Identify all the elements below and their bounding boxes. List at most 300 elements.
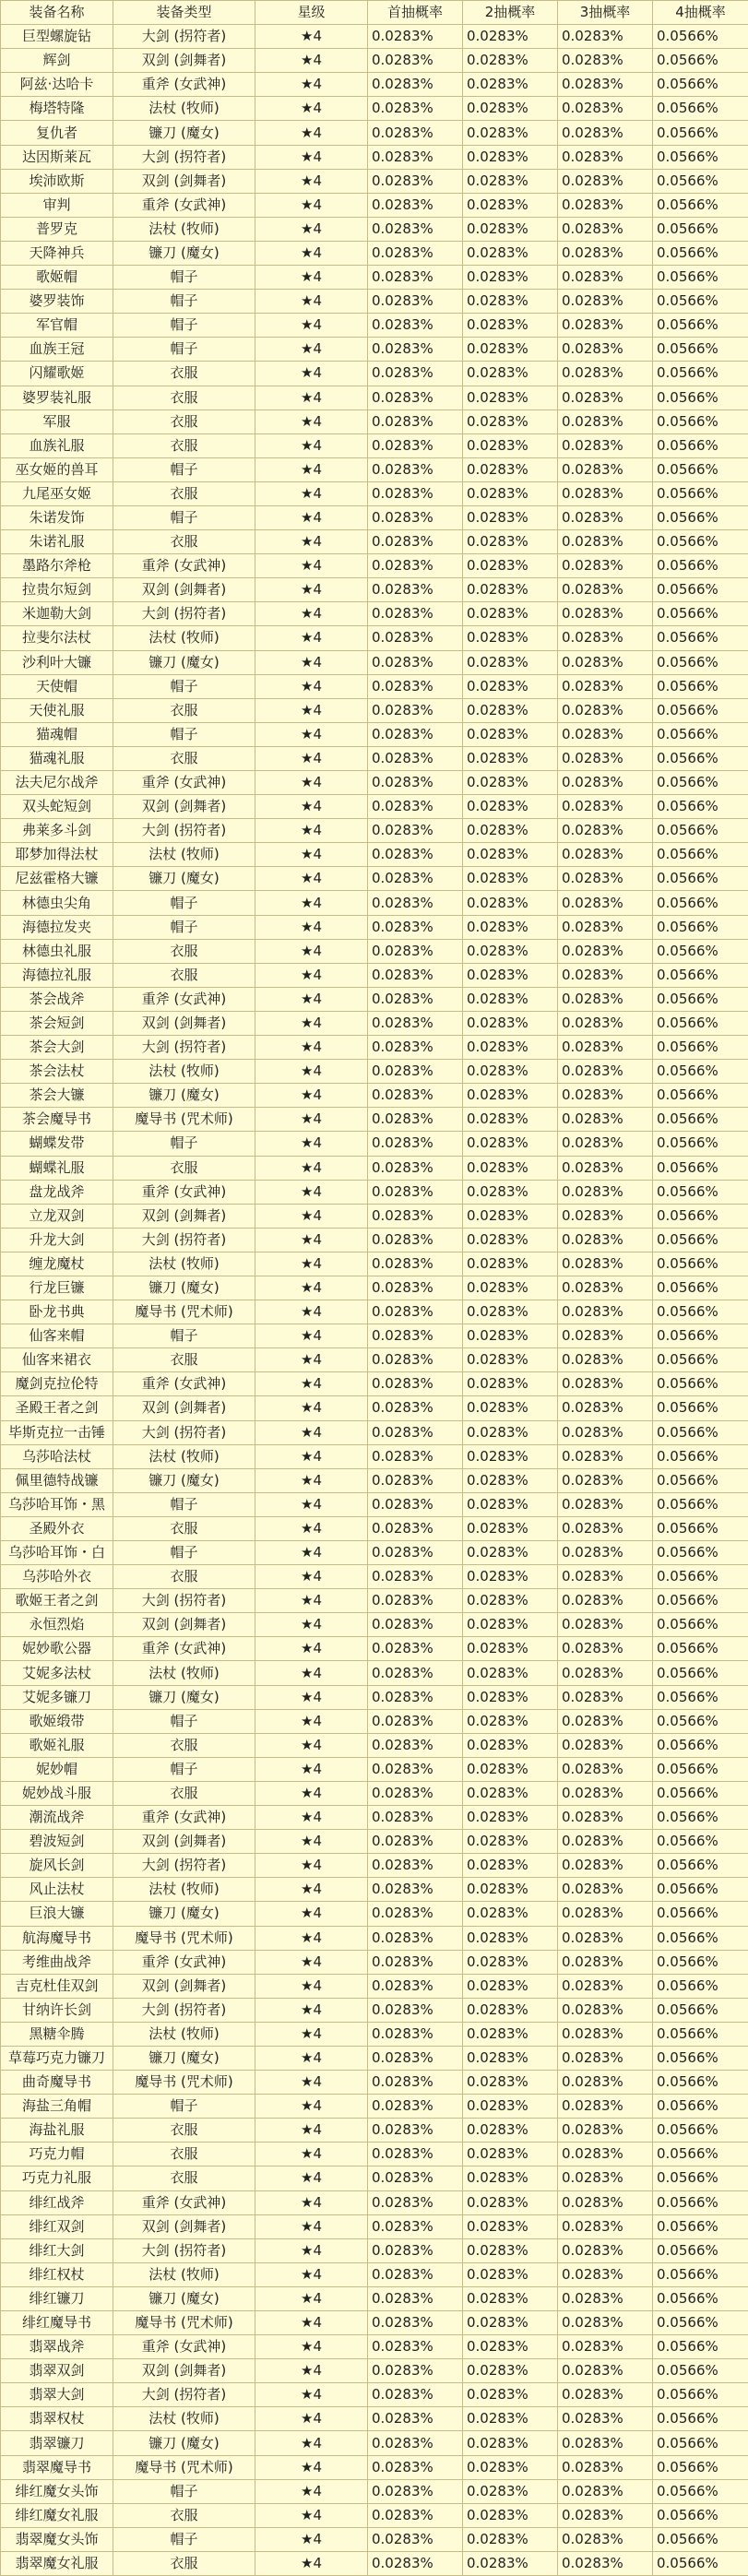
fourth-draw-rate-cell: 0.0566% xyxy=(653,2527,748,2551)
equipment-type-cell: 大剑 (拐符者) xyxy=(113,1420,255,1444)
third-draw-rate-cell: 0.0283% xyxy=(558,2455,653,2479)
third-draw-rate-cell: 0.0283% xyxy=(558,795,653,819)
star-level-cell: ★4 xyxy=(255,193,368,217)
equipment-type-cell: 双剑 (剑舞者) xyxy=(113,1204,255,1228)
second-draw-rate-cell: 0.0283% xyxy=(463,1228,558,1252)
fourth-draw-rate-cell: 0.0566% xyxy=(653,1878,748,1902)
table-row xyxy=(1,1516,748,1540)
second-draw-rate-cell: 0.0283% xyxy=(463,433,558,457)
equipment-type-cell: 重斧 (女武神) xyxy=(113,1180,255,1204)
star-level-cell: ★4 xyxy=(255,1902,368,1926)
star-level-cell: ★4 xyxy=(255,2166,368,2190)
equipment-type-cell: 衣服 xyxy=(113,1781,255,1805)
second-draw-rate-cell: 0.0283% xyxy=(463,819,558,843)
equipment-type-cell: 双剑 (剑舞者) xyxy=(113,1396,255,1420)
star-level-cell: ★4 xyxy=(255,1228,368,1252)
first-draw-rate-cell: 0.0283% xyxy=(368,1108,463,1132)
table-row xyxy=(1,1902,748,1926)
first-draw-rate-cell: 0.0283% xyxy=(368,722,463,746)
equipment-name-cell: 妮妙帽 xyxy=(1,1757,113,1781)
third-draw-rate-cell: 0.0283% xyxy=(558,1878,653,1902)
third-draw-rate-cell: 0.0283% xyxy=(558,2503,653,2527)
third-draw-rate-cell: 0.0283% xyxy=(558,1036,653,1060)
fourth-draw-rate-cell: 0.0566% xyxy=(653,698,748,722)
equipment-name-cell: 巧克力帽 xyxy=(1,2143,113,2166)
fourth-draw-rate-cell: 0.0566% xyxy=(653,2119,748,2143)
first-draw-rate-cell: 0.0283% xyxy=(368,1228,463,1252)
third-draw-rate-cell: 0.0283% xyxy=(558,1228,653,1252)
table-row xyxy=(1,1276,748,1300)
first-draw-rate-cell: 0.0283% xyxy=(368,746,463,770)
third-draw-rate-cell: 0.0283% xyxy=(558,2527,653,2551)
third-draw-rate-cell: 0.0283% xyxy=(558,410,653,433)
third-draw-rate-cell: 0.0283% xyxy=(558,1132,653,1156)
fourth-draw-rate-cell: 0.0566% xyxy=(653,1108,748,1132)
equipment-type-cell: 法杖 (牧师) xyxy=(113,2407,255,2431)
equipment-name-cell: 猫魂帽 xyxy=(1,722,113,746)
star-level-cell: ★4 xyxy=(255,650,368,674)
star-level-cell: ★4 xyxy=(255,1396,368,1420)
equipment-name-cell: 茶会魔导书 xyxy=(1,1108,113,1132)
third-draw-rate-cell: 0.0283% xyxy=(558,1156,653,1180)
table-row xyxy=(1,73,748,97)
equipment-type-cell: 大剑 (拐符者) xyxy=(113,2238,255,2262)
first-draw-rate-cell: 0.0283% xyxy=(368,1589,463,1613)
third-draw-rate-cell: 0.0283% xyxy=(558,1830,653,1854)
star-level-cell: ★4 xyxy=(255,169,368,193)
second-draw-rate-cell: 0.0283% xyxy=(463,2479,558,2503)
first-draw-rate-cell: 0.0283% xyxy=(368,987,463,1011)
second-draw-rate-cell: 0.0283% xyxy=(463,1444,558,1468)
table-row xyxy=(1,2551,748,2575)
second-draw-rate-cell: 0.0283% xyxy=(463,2143,558,2166)
star-level-cell: ★4 xyxy=(255,505,368,529)
first-draw-rate-cell: 0.0283% xyxy=(368,1733,463,1757)
table-row xyxy=(1,771,748,795)
fourth-draw-rate-cell: 0.0566% xyxy=(653,2407,748,2431)
second-draw-rate-cell: 0.0283% xyxy=(463,2527,558,2551)
second-draw-rate-cell: 0.0283% xyxy=(463,650,558,674)
equipment-name-cell: 歌姬王者之剑 xyxy=(1,1589,113,1613)
star-level-cell: ★4 xyxy=(255,2479,368,2503)
fourth-draw-rate-cell: 0.0566% xyxy=(653,1492,748,1516)
equipment-name-cell: 血族王冠 xyxy=(1,338,113,362)
second-draw-rate-cell: 0.0283% xyxy=(463,1974,558,1998)
second-draw-rate-cell: 0.0283% xyxy=(463,1420,558,1444)
fourth-draw-rate-cell: 0.0566% xyxy=(653,2262,748,2286)
equipment-type-cell: 魔导书 (咒术师) xyxy=(113,2311,255,2335)
equipment-type-cell: 帽子 xyxy=(113,457,255,481)
equipment-type-cell: 镰刀 (魔女) xyxy=(113,1276,255,1300)
equipment-name-cell: 朱诺礼服 xyxy=(1,530,113,554)
equipment-type-cell: 衣服 xyxy=(113,1348,255,1372)
first-draw-rate-cell: 0.0283% xyxy=(368,1492,463,1516)
second-draw-rate-cell: 0.0283% xyxy=(463,386,558,410)
equipment-type-cell: 大剑 (拐符者) xyxy=(113,1998,255,2022)
header-equipment-type: 装备类型 xyxy=(113,1,255,25)
equipment-type-cell: 魔导书 (咒术师) xyxy=(113,2455,255,2479)
equipment-type-cell: 衣服 xyxy=(113,963,255,987)
star-level-cell: ★4 xyxy=(255,217,368,241)
fourth-draw-rate-cell: 0.0566% xyxy=(653,1806,748,1830)
first-draw-rate-cell: 0.0283% xyxy=(368,1252,463,1276)
equipment-name-cell: 双头蛇短剑 xyxy=(1,795,113,819)
equipment-name-cell: 妮妙战斗服 xyxy=(1,1781,113,1805)
first-draw-rate-cell: 0.0283% xyxy=(368,362,463,386)
third-draw-rate-cell: 0.0283% xyxy=(558,505,653,529)
table-row xyxy=(1,915,748,939)
fourth-draw-rate-cell: 0.0566% xyxy=(653,987,748,1011)
first-draw-rate-cell: 0.0283% xyxy=(368,338,463,362)
first-draw-rate-cell: 0.0283% xyxy=(368,891,463,915)
table-row xyxy=(1,2335,748,2359)
table-row xyxy=(1,2022,748,2046)
equipment-type-cell: 帽子 xyxy=(113,1757,255,1781)
third-draw-rate-cell: 0.0283% xyxy=(558,2551,653,2575)
equipment-name-cell: 蝴蝶发带 xyxy=(1,1132,113,1156)
equipment-name-cell: 考维曲战斧 xyxy=(1,1950,113,1974)
table-row xyxy=(1,578,748,602)
third-draw-rate-cell: 0.0283% xyxy=(558,1468,653,1492)
first-draw-rate-cell: 0.0283% xyxy=(368,2527,463,2551)
equipment-name-cell: 潮流战斧 xyxy=(1,1806,113,1830)
equipment-type-cell: 魔导书 (咒术师) xyxy=(113,1108,255,1132)
equipment-name-cell: 翡翠大剑 xyxy=(1,2383,113,2407)
third-draw-rate-cell: 0.0283% xyxy=(558,481,653,505)
second-draw-rate-cell: 0.0283% xyxy=(463,1926,558,1950)
first-draw-rate-cell: 0.0283% xyxy=(368,674,463,698)
equipment-name-cell: 辉剑 xyxy=(1,49,113,73)
second-draw-rate-cell: 0.0283% xyxy=(463,410,558,433)
equipment-type-cell: 镰刀 (魔女) xyxy=(113,2286,255,2310)
first-draw-rate-cell: 0.0283% xyxy=(368,2046,463,2070)
fourth-draw-rate-cell: 0.0566% xyxy=(653,25,748,49)
fourth-draw-rate-cell: 0.0566% xyxy=(653,193,748,217)
table-row xyxy=(1,2503,748,2527)
equipment-name-cell: 盘龙战斧 xyxy=(1,1180,113,1204)
third-draw-rate-cell: 0.0283% xyxy=(558,1396,653,1420)
second-draw-rate-cell: 0.0283% xyxy=(463,987,558,1011)
table-row xyxy=(1,1637,748,1661)
table-row xyxy=(1,1036,748,1060)
star-level-cell: ★4 xyxy=(255,1974,368,1998)
third-draw-rate-cell: 0.0283% xyxy=(558,2022,653,2046)
equipment-name-cell: 闪耀歌姬 xyxy=(1,362,113,386)
star-level-cell: ★4 xyxy=(255,2119,368,2143)
fourth-draw-rate-cell: 0.0566% xyxy=(653,338,748,362)
table-row xyxy=(1,2119,748,2143)
star-level-cell: ★4 xyxy=(255,25,368,49)
third-draw-rate-cell: 0.0283% xyxy=(558,314,653,338)
first-draw-rate-cell: 0.0283% xyxy=(368,2143,463,2166)
first-draw-rate-cell: 0.0283% xyxy=(368,505,463,529)
header-equipment-name: 装备名称 xyxy=(1,1,113,25)
third-draw-rate-cell: 0.0283% xyxy=(558,362,653,386)
first-draw-rate-cell: 0.0283% xyxy=(368,2238,463,2262)
table-row xyxy=(1,1396,748,1420)
second-draw-rate-cell: 0.0283% xyxy=(463,169,558,193)
table-row xyxy=(1,1228,748,1252)
fourth-draw-rate-cell: 0.0566% xyxy=(653,2046,748,2070)
table-header xyxy=(1,1,748,25)
second-draw-rate-cell: 0.0283% xyxy=(463,2431,558,2455)
star-level-cell: ★4 xyxy=(255,2095,368,2119)
star-level-cell: ★4 xyxy=(255,290,368,314)
second-draw-rate-cell: 0.0283% xyxy=(463,2262,558,2286)
equipment-type-cell: 大剑 (拐符者) xyxy=(113,1036,255,1060)
third-draw-rate-cell: 0.0283% xyxy=(558,674,653,698)
fourth-draw-rate-cell: 0.0566% xyxy=(653,626,748,650)
second-draw-rate-cell: 0.0283% xyxy=(463,2335,558,2359)
table-row xyxy=(1,2262,748,2286)
table-row xyxy=(1,843,748,867)
equipment-name-cell: 军官帽 xyxy=(1,314,113,338)
second-draw-rate-cell: 0.0283% xyxy=(463,1541,558,1565)
equipment-type-cell: 重斧 (女武神) xyxy=(113,987,255,1011)
equipment-name-cell: 绯红权杖 xyxy=(1,2262,113,2286)
equipment-name-cell: 血族礼服 xyxy=(1,433,113,457)
fourth-draw-rate-cell: 0.0566% xyxy=(653,1444,748,1468)
star-level-cell: ★4 xyxy=(255,1372,368,1396)
fourth-draw-rate-cell: 0.0566% xyxy=(653,1396,748,1420)
table-row xyxy=(1,1300,748,1324)
star-level-cell: ★4 xyxy=(255,1276,368,1300)
table-row xyxy=(1,1252,748,1276)
equipment-name-cell: 卧龙书典 xyxy=(1,1300,113,1324)
third-draw-rate-cell: 0.0283% xyxy=(558,530,653,554)
third-draw-rate-cell: 0.0283% xyxy=(558,2143,653,2166)
fourth-draw-rate-cell: 0.0566% xyxy=(653,1613,748,1637)
fourth-draw-rate-cell: 0.0566% xyxy=(653,2431,748,2455)
equipment-name-cell: 天使帽 xyxy=(1,674,113,698)
table-row xyxy=(1,939,748,963)
first-draw-rate-cell: 0.0283% xyxy=(368,1180,463,1204)
third-draw-rate-cell: 0.0283% xyxy=(558,1492,653,1516)
third-draw-rate-cell: 0.0283% xyxy=(558,867,653,891)
fourth-draw-rate-cell: 0.0566% xyxy=(653,1300,748,1324)
table-row xyxy=(1,241,748,265)
table-row xyxy=(1,2046,748,2070)
fourth-draw-rate-cell: 0.0566% xyxy=(653,915,748,939)
table-row xyxy=(1,2190,748,2214)
equipment-name-cell: 旋风长剑 xyxy=(1,1854,113,1878)
equipment-type-cell: 衣服 xyxy=(113,481,255,505)
star-level-cell: ★4 xyxy=(255,2527,368,2551)
second-draw-rate-cell: 0.0283% xyxy=(463,314,558,338)
third-draw-rate-cell: 0.0283% xyxy=(558,1613,653,1637)
star-level-cell: ★4 xyxy=(255,1613,368,1637)
third-draw-rate-cell: 0.0283% xyxy=(558,1108,653,1132)
second-draw-rate-cell: 0.0283% xyxy=(463,795,558,819)
third-draw-rate-cell: 0.0283% xyxy=(558,73,653,97)
first-draw-rate-cell: 0.0283% xyxy=(368,386,463,410)
table-row xyxy=(1,1878,748,1902)
first-draw-rate-cell: 0.0283% xyxy=(368,2095,463,2119)
fourth-draw-rate-cell: 0.0566% xyxy=(653,314,748,338)
equipment-type-cell: 镰刀 (魔女) xyxy=(113,2431,255,2455)
third-draw-rate-cell: 0.0283% xyxy=(558,1011,653,1035)
equipment-type-cell: 衣服 xyxy=(113,530,255,554)
third-draw-rate-cell: 0.0283% xyxy=(558,819,653,843)
third-draw-rate-cell: 0.0283% xyxy=(558,1709,653,1733)
third-draw-rate-cell: 0.0283% xyxy=(558,1300,653,1324)
first-draw-rate-cell: 0.0283% xyxy=(368,2431,463,2455)
fourth-draw-rate-cell: 0.0566% xyxy=(653,362,748,386)
star-level-cell: ★4 xyxy=(255,1036,368,1060)
second-draw-rate-cell: 0.0283% xyxy=(463,1733,558,1757)
equipment-type-cell: 帽子 xyxy=(113,891,255,915)
equipment-name-cell: 绯红魔导书 xyxy=(1,2311,113,2335)
fourth-draw-rate-cell: 0.0566% xyxy=(653,386,748,410)
third-draw-rate-cell: 0.0283% xyxy=(558,1324,653,1348)
star-level-cell: ★4 xyxy=(255,602,368,626)
equipment-type-cell: 帽子 xyxy=(113,722,255,746)
second-draw-rate-cell: 0.0283% xyxy=(463,1084,558,1108)
third-draw-rate-cell: 0.0283% xyxy=(558,2479,653,2503)
star-level-cell: ★4 xyxy=(255,1516,368,1540)
second-draw-rate-cell: 0.0283% xyxy=(463,1516,558,1540)
star-level-cell: ★4 xyxy=(255,314,368,338)
star-level-cell: ★4 xyxy=(255,2551,368,2575)
equipment-type-cell: 重斧 (女武神) xyxy=(113,554,255,578)
third-draw-rate-cell: 0.0283% xyxy=(558,169,653,193)
second-draw-rate-cell: 0.0283% xyxy=(463,2286,558,2310)
equipment-type-cell: 帽子 xyxy=(113,266,255,290)
third-draw-rate-cell: 0.0283% xyxy=(558,1180,653,1204)
second-draw-rate-cell: 0.0283% xyxy=(463,193,558,217)
table-row xyxy=(1,1420,748,1444)
table-row xyxy=(1,1926,748,1950)
fourth-draw-rate-cell: 0.0566% xyxy=(653,2479,748,2503)
equipment-type-cell: 大剑 (拐符者) xyxy=(113,145,255,169)
star-level-cell: ★4 xyxy=(255,2407,368,2431)
second-draw-rate-cell: 0.0283% xyxy=(463,746,558,770)
table-row xyxy=(1,698,748,722)
equipment-type-cell: 法杖 (牧师) xyxy=(113,1444,255,1468)
equipment-type-cell: 双剑 (剑舞者) xyxy=(113,2214,255,2238)
star-level-cell: ★4 xyxy=(255,2214,368,2238)
first-draw-rate-cell: 0.0283% xyxy=(368,1902,463,1926)
first-draw-rate-cell: 0.0283% xyxy=(368,73,463,97)
equipment-name-cell: 绯红镰刀 xyxy=(1,2286,113,2310)
second-draw-rate-cell: 0.0283% xyxy=(463,1854,558,1878)
fourth-draw-rate-cell: 0.0566% xyxy=(653,1661,748,1685)
first-draw-rate-cell: 0.0283% xyxy=(368,554,463,578)
second-draw-rate-cell: 0.0283% xyxy=(463,1324,558,1348)
equipment-name-cell: 碧波短剑 xyxy=(1,1830,113,1854)
star-level-cell: ★4 xyxy=(255,433,368,457)
star-level-cell: ★4 xyxy=(255,386,368,410)
equipment-name-cell: 复仇者 xyxy=(1,121,113,145)
third-draw-rate-cell: 0.0283% xyxy=(558,1685,653,1709)
star-level-cell: ★4 xyxy=(255,481,368,505)
table-row xyxy=(1,25,748,49)
star-level-cell: ★4 xyxy=(255,1709,368,1733)
equipment-name-cell: 翡翠魔导书 xyxy=(1,2455,113,2479)
table-row xyxy=(1,1541,748,1565)
equipment-type-cell: 双剑 (剑舞者) xyxy=(113,1613,255,1637)
equipment-name-cell: 航海魔导书 xyxy=(1,1926,113,1950)
second-draw-rate-cell: 0.0283% xyxy=(463,1492,558,1516)
star-level-cell: ★4 xyxy=(255,1300,368,1324)
equipment-name-cell: 婆罗装礼服 xyxy=(1,386,113,410)
fourth-draw-rate-cell: 0.0566% xyxy=(653,1830,748,1854)
equipment-name-cell: 海盐三角帽 xyxy=(1,2095,113,2119)
second-draw-rate-cell: 0.0283% xyxy=(463,2238,558,2262)
second-draw-rate-cell: 0.0283% xyxy=(463,1252,558,1276)
table-row xyxy=(1,2166,748,2190)
table-row xyxy=(1,2095,748,2119)
table-row xyxy=(1,145,748,169)
third-draw-rate-cell: 0.0283% xyxy=(558,746,653,770)
fourth-draw-rate-cell: 0.0566% xyxy=(653,2214,748,2238)
star-level-cell: ★4 xyxy=(255,266,368,290)
table-row xyxy=(1,1011,748,1035)
equipment-type-cell: 衣服 xyxy=(113,746,255,770)
equipment-type-cell: 双剑 (剑舞者) xyxy=(113,169,255,193)
third-draw-rate-cell: 0.0283% xyxy=(558,1060,653,1084)
fourth-draw-rate-cell: 0.0566% xyxy=(653,1565,748,1589)
second-draw-rate-cell: 0.0283% xyxy=(463,338,558,362)
second-draw-rate-cell: 0.0283% xyxy=(463,2190,558,2214)
fourth-draw-rate-cell: 0.0566% xyxy=(653,145,748,169)
fourth-draw-rate-cell: 0.0566% xyxy=(653,674,748,698)
third-draw-rate-cell: 0.0283% xyxy=(558,1348,653,1372)
first-draw-rate-cell: 0.0283% xyxy=(368,843,463,867)
equipment-name-cell: 风止法杖 xyxy=(1,1878,113,1902)
third-draw-rate-cell: 0.0283% xyxy=(558,843,653,867)
fourth-draw-rate-cell: 0.0566% xyxy=(653,2335,748,2359)
third-draw-rate-cell: 0.0283% xyxy=(558,217,653,241)
star-level-cell: ★4 xyxy=(255,49,368,73)
first-draw-rate-cell: 0.0283% xyxy=(368,1830,463,1854)
fourth-draw-rate-cell: 0.0566% xyxy=(653,2095,748,2119)
second-draw-rate-cell: 0.0283% xyxy=(463,1950,558,1974)
star-level-cell: ★4 xyxy=(255,939,368,963)
star-level-cell: ★4 xyxy=(255,1204,368,1228)
equipment-name-cell: 歌姬帽 xyxy=(1,266,113,290)
equipment-type-cell: 镰刀 (魔女) xyxy=(113,1902,255,1926)
equipment-name-cell: 乌莎哈外衣 xyxy=(1,1565,113,1589)
second-draw-rate-cell: 0.0283% xyxy=(463,1060,558,1084)
star-level-cell: ★4 xyxy=(255,457,368,481)
equipment-type-cell: 镰刀 (魔女) xyxy=(113,121,255,145)
third-draw-rate-cell: 0.0283% xyxy=(558,1781,653,1805)
table-row xyxy=(1,1733,748,1757)
second-draw-rate-cell: 0.0283% xyxy=(463,1348,558,1372)
first-draw-rate-cell: 0.0283% xyxy=(368,290,463,314)
header-second-draw-rate: 2抽概率 xyxy=(463,1,558,25)
equipment-name-cell: 茶会短剑 xyxy=(1,1011,113,1035)
first-draw-rate-cell: 0.0283% xyxy=(368,1998,463,2022)
equipment-type-cell: 重斧 (女武神) xyxy=(113,771,255,795)
second-draw-rate-cell: 0.0283% xyxy=(463,266,558,290)
first-draw-rate-cell: 0.0283% xyxy=(368,939,463,963)
table-row xyxy=(1,891,748,915)
third-draw-rate-cell: 0.0283% xyxy=(558,1541,653,1565)
table-row xyxy=(1,193,748,217)
equipment-type-cell: 帽子 xyxy=(113,1132,255,1156)
fourth-draw-rate-cell: 0.0566% xyxy=(653,457,748,481)
table-row xyxy=(1,2214,748,2238)
equipment-type-cell: 双剑 (剑舞者) xyxy=(113,49,255,73)
first-draw-rate-cell: 0.0283% xyxy=(368,602,463,626)
star-level-cell: ★4 xyxy=(255,1180,368,1204)
table-row xyxy=(1,1492,748,1516)
equipment-name-cell: 耶梦加得法杖 xyxy=(1,843,113,867)
fourth-draw-rate-cell: 0.0566% xyxy=(653,1372,748,1396)
equipment-name-cell: 仙客来帽 xyxy=(1,1324,113,1348)
